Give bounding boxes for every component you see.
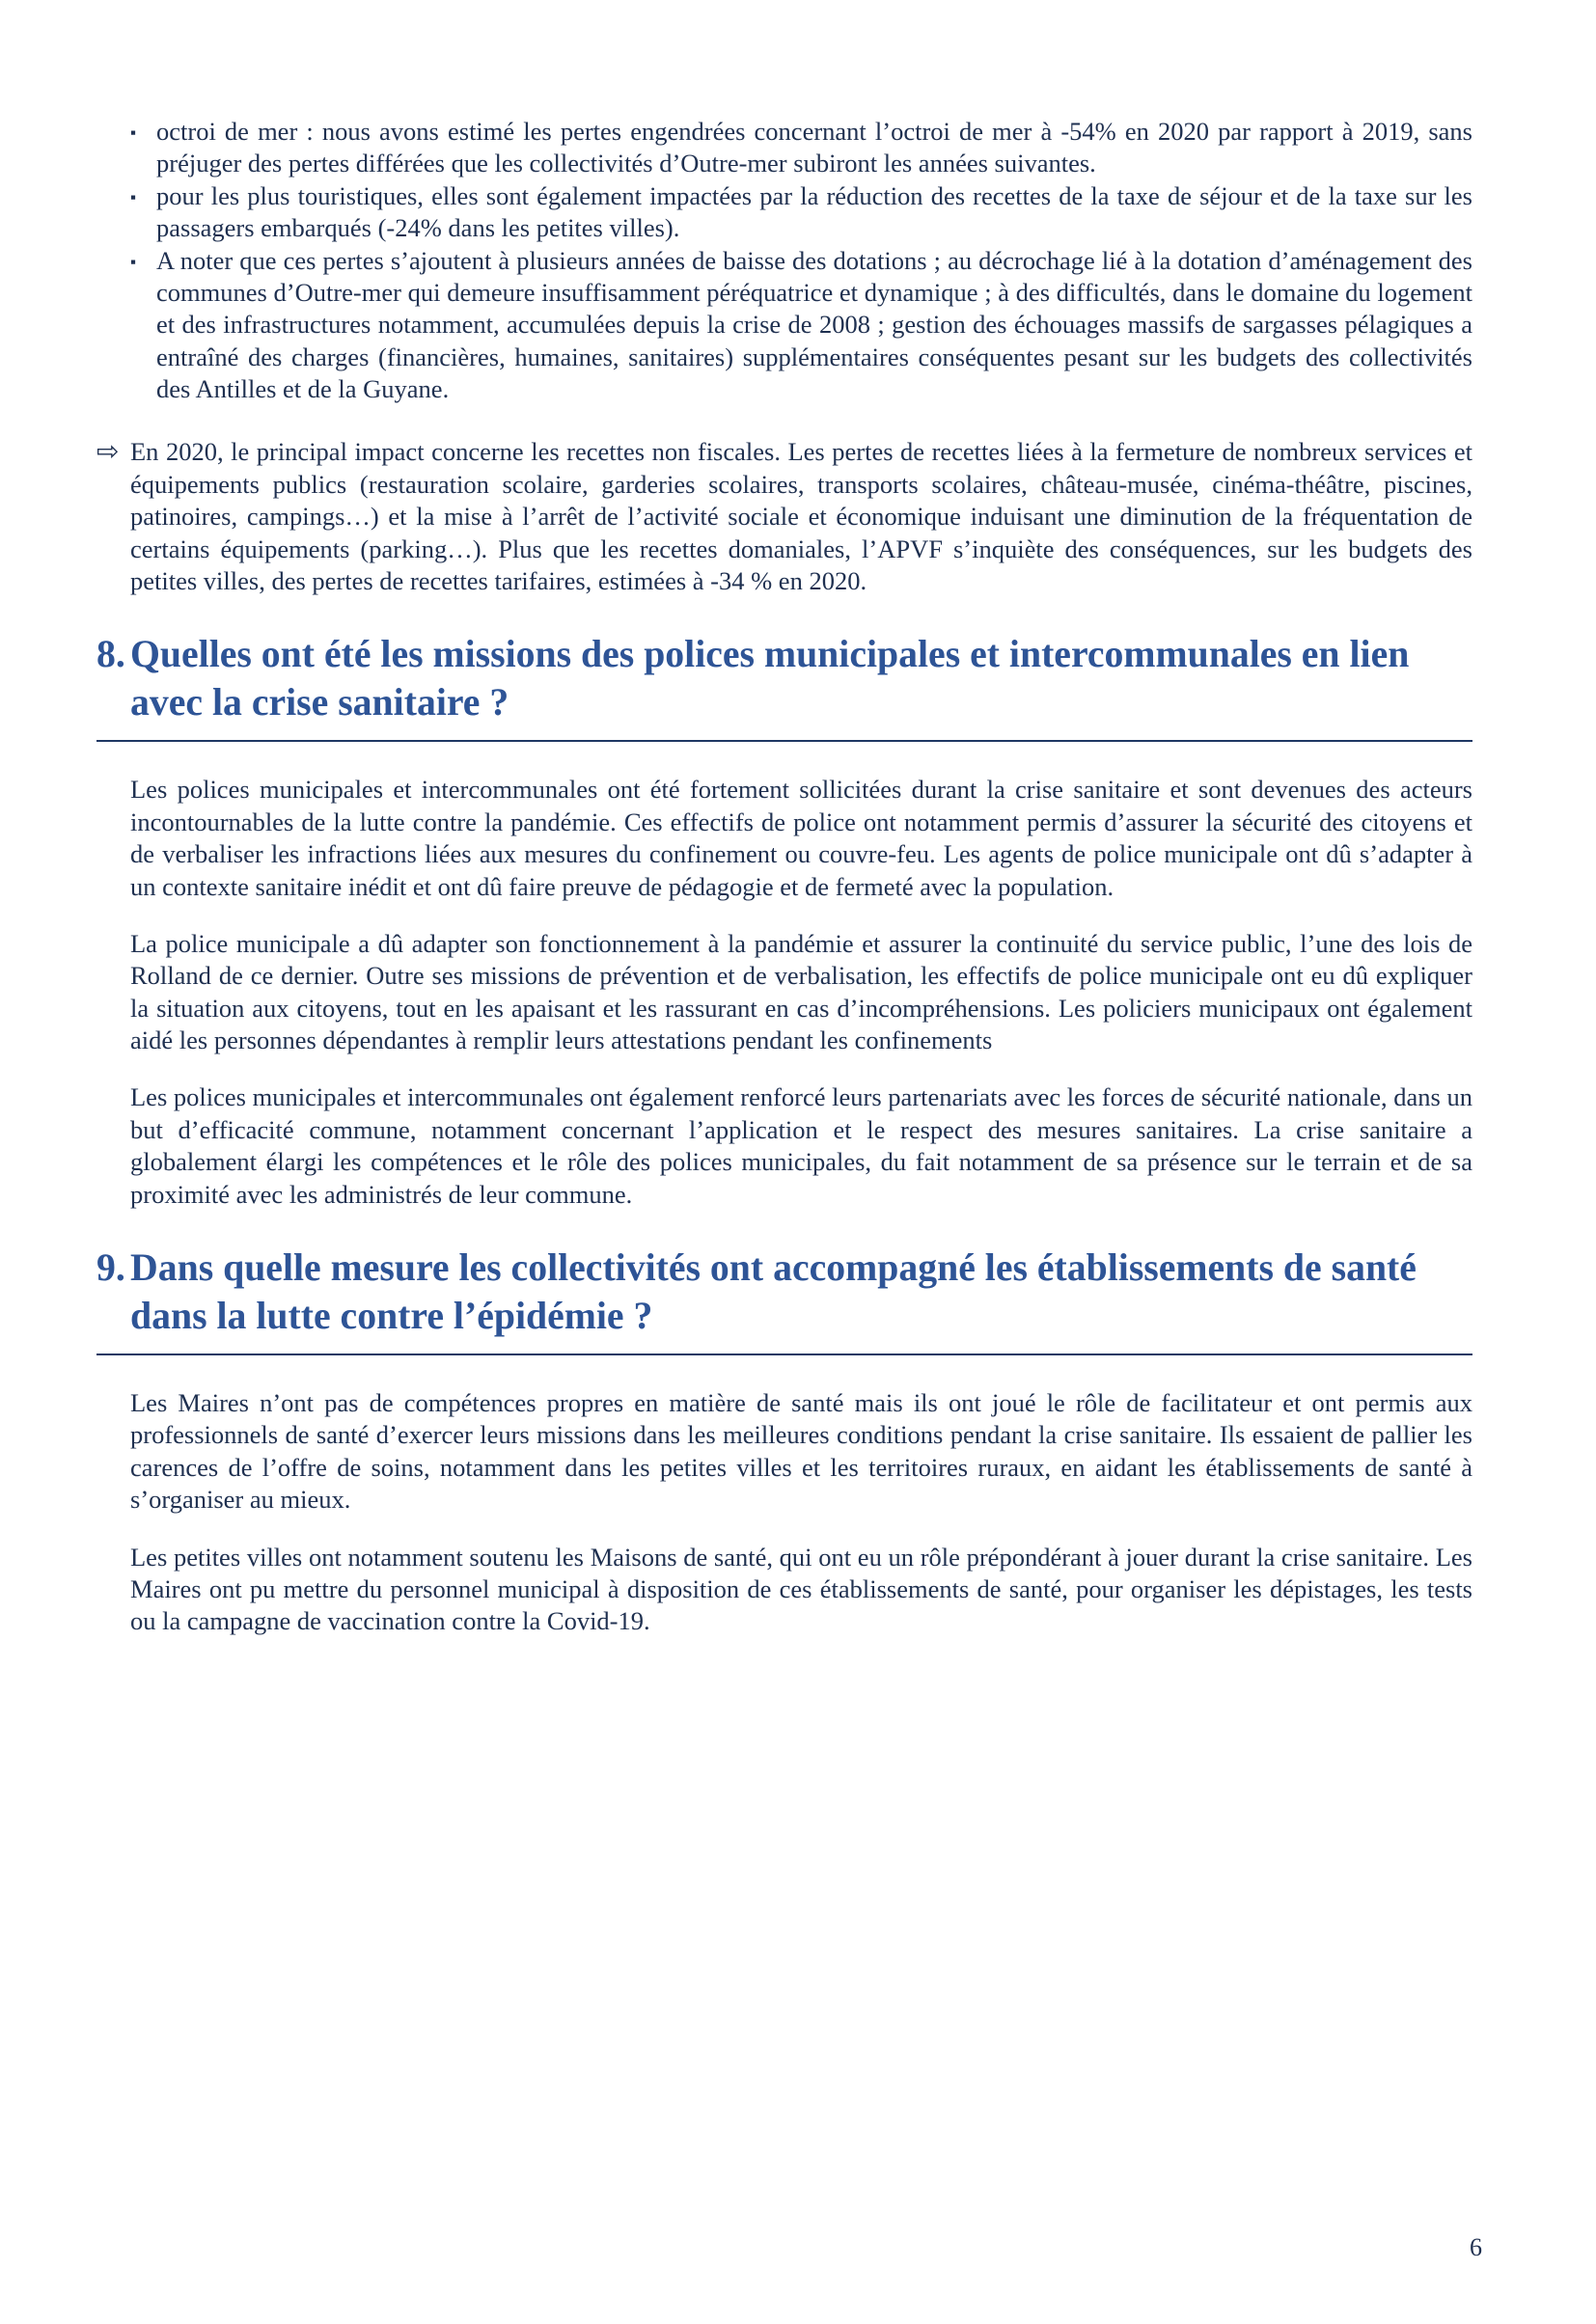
heading-number: 9. [96, 1245, 125, 1289]
section-8 [96, 630, 1472, 1211]
square-bullet-icon: ▪ [130, 252, 137, 271]
arrow-paragraph [96, 436, 1472, 597]
square-bullet-icon: ▪ [130, 187, 137, 206]
paragraph: Les polices municipales et intercommunales ont été fortement sollicitées durant la crise sanitaire et sont devenues des acteurs incontournables de la lutte contre la pandémie. Ces effectifs de police ont notamment permis d’assurer la sécurité des citoyens et de verbaliser les infractions liées aux mesures du confinement ou couvre-feu. Les agents de police municipale ont dû s’adapter à un contexte sanitaire inédit et ont dû faire preuve de pédagogie et de fermeté avec la population. [130, 775, 1472, 901]
list-item [128, 116, 1472, 180]
section-heading [96, 1244, 1472, 1355]
bullet-text: A noter que ces pertes s’ajoutent à plusieurs années de baisse des dotations ; au décrochage lié à la dotation d’aménagement des communes d’Outre-mer qui demeure insuffisamment péréquatrice et dynamique ; à des difficultés, dans le domaine du logement et des infrastructures notamment, accumulées depuis la crise de 2008 ; gestion des échouages massifs de sargasses pélagiques a entraîné des charges (financières, humaines, sanitaires) supplémentaires conséquentes pesant sur les budgets des collectivités des Antilles et de la Guyane. [156, 245, 1472, 403]
bullet-text: pour les plus touristiques, elles sont également impactées par la réduction des recettes de la taxe de séjour et de la taxe sur les passagers embarqués (-24% dans les petites villes). [156, 180, 1472, 243]
bullet-text: octroi de mer : nous avons estimé les pertes engendrées concernant l’octroi de mer à -54% en 2020 par rapport à 2019, sans préjuger des pertes différées que les collectivités d’Outre-mer subiront les années suivantes. [156, 117, 1472, 178]
paragraph: Les Maires n’ont pas de compétences propres en matière de santé mais ils ont joué le rôle de facilitateur et ont permis aux professionnels de santé d’exercer leurs missions dans les meilleures conditions pendant la crise sanitaire. Ils essaient de pallier les carences de l’offre de soins, notamment dans les petites villes et les territoires ruraux, en aidant les établissements de santé à s’organiser au mieux. [130, 1388, 1472, 1515]
paragraph: Les petites villes ont notamment soutenu les Maisons de santé, qui ont eu un rôle prépondérant à jouer durant la crise sanitaire. Les Maires ont pu mettre du personnel municipal à disposition de ces établissements de santé, pour organiser les dépistages, les tests ou la campagne de vaccination contre la Covid-19. [130, 1542, 1472, 1636]
bullet-list [128, 116, 1472, 405]
section-9 [96, 1244, 1472, 1638]
heading-title: Dans quelle mesure les collectivités ont accompagné les établissements de santé dans la lutte contre l’épidémie ? [130, 1245, 1417, 1337]
arrow-paragraph-text: En 2020, le principal impact concerne les recettes non fiscales. Les pertes de recettes liées à la fermeture de nombreux services et équipements publics (restauration scolaire, garderies scolaires, transports scolaires, château-musée, cinéma-théâtre, piscines, patinoires, campings…) et la mise à l’arrêt de l’activité sociale et économique induisant une diminution de la fréquentation de certains équipements (parking…). Plus que les recettes domaniales, l’APVF s’inquiète des conséquences, sur les budgets des petites villes, des pertes de recettes tarifaires, estimées à -34 % en 2020. [130, 437, 1472, 595]
heading-title: Quelles ont été les missions des polices municipales et intercommunales en lien avec la crise sanitaire ? [130, 633, 1410, 725]
section-heading [96, 630, 1472, 742]
arrow-right-icon: ⇨ [96, 437, 120, 468]
list-item [128, 180, 1472, 245]
square-bullet-icon: ▪ [130, 123, 137, 142]
page-number: 6 [1470, 2233, 1482, 2262]
paragraph: Les polices municipales et intercommunales ont également renforcé leurs partenariats avec les forces de sécurité nationale, dans un but d’efficacité commune, notamment concernant l’application et le respect des mesures sanitaires. La crise sanitaire a globalement élargi les compétences et le rôle des polices municipales, du fait notamment de sa présence sur le terrain et de sa proximité avec les administrés de leur commune. [130, 1082, 1472, 1209]
paragraph: La police municipale a dû adapter son fonctionnement à la pandémie et assurer la continuité du service public, l’une des lois de Rolland de ce dernier. Outre ses missions de prévention et de verbalisation, les effectifs de police municipale ont eu dû expliquer la situation aux citoyens, tout en les apaisant et les rassurant en cas d’incompréhensions. Les policiers municipaux ont également aidé les personnes dépendantes à remplir leurs attestations pendant les confinements [130, 928, 1472, 1055]
list-item [128, 245, 1472, 406]
heading-number: 8. [96, 633, 125, 676]
